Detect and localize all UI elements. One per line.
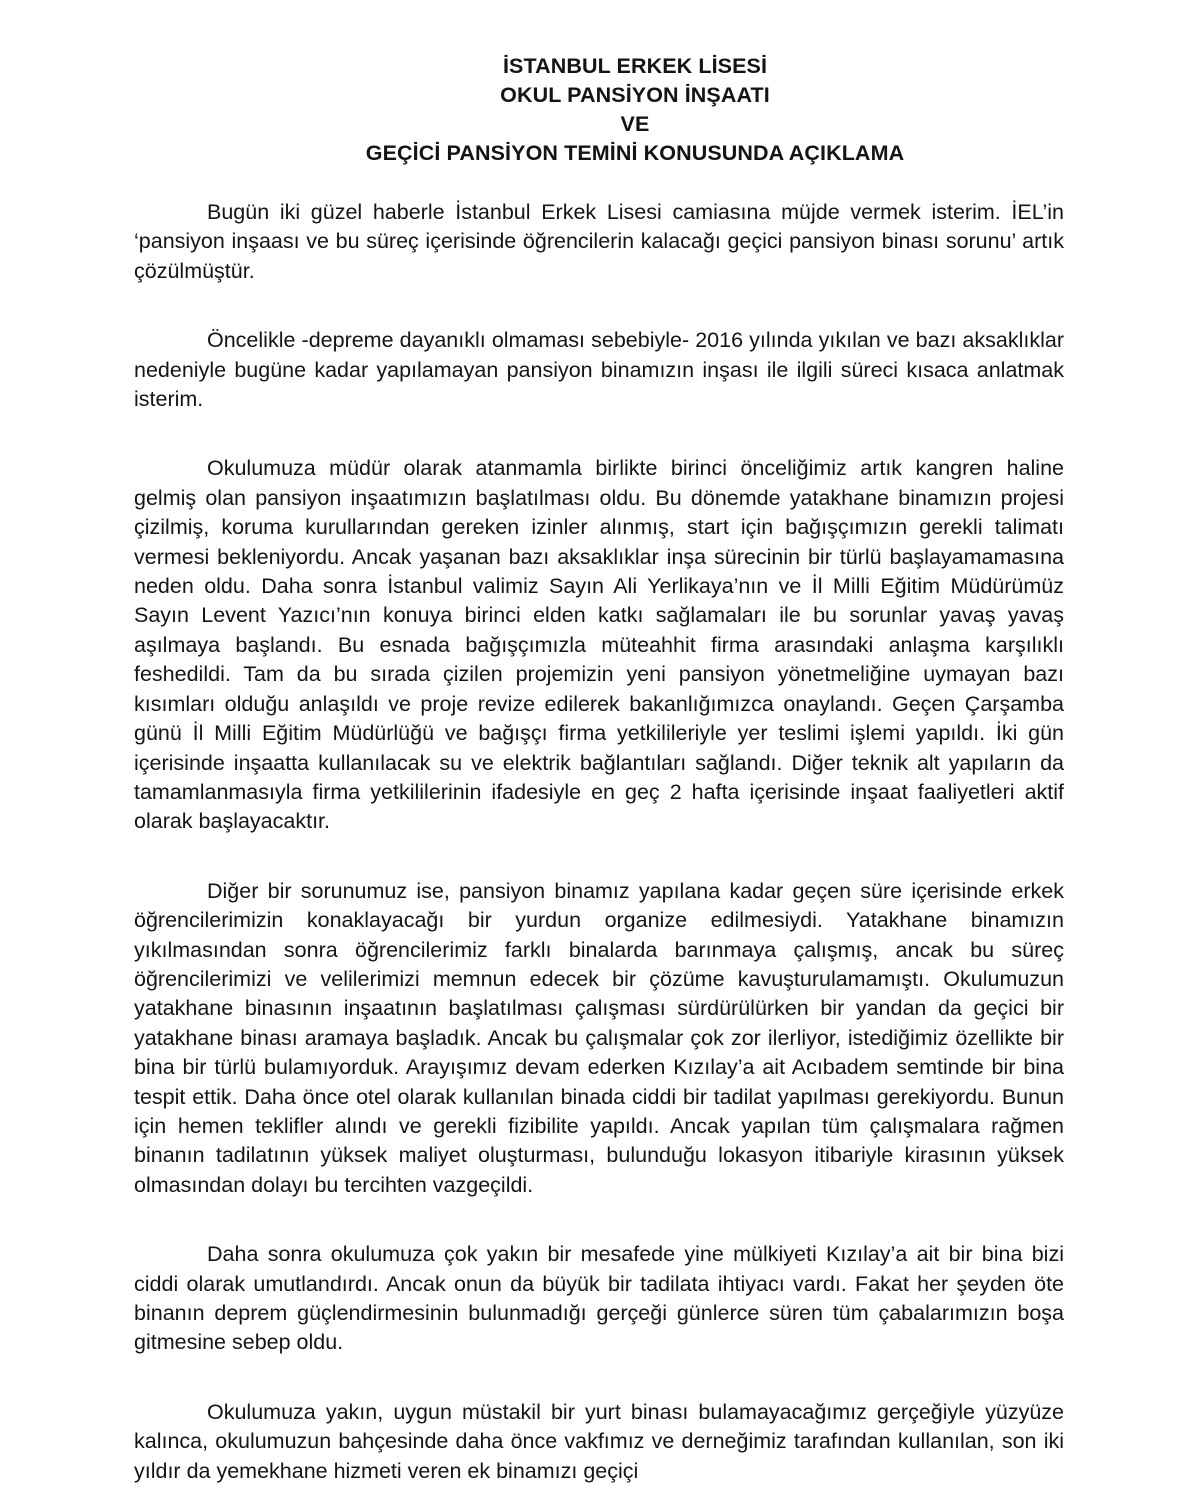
paragraph-second-building: Daha sonra okulumuza çok yakın bir mesafede yine mülkiyeti Kızılay’a ait bir bina bizi ciddi olarak umutlandırdı. Ancak onun da büyük bir tadilata ihtiyacı vardı. Fakat her şeyden öte binanın deprem güçlendirmesinin bulunmadığı gerçeği günlerce süren tüm çabalarımızın boşa gitmesine sebep oldu.	[134, 1242, 1064, 1355]
document-body	[134, 198, 1064, 1486]
paragraph-good-news: Bugün iki güzel haberle İstanbul Erkek Lisesi camiasına müjde vermek isterim. İEL’in ‘pansiyon inşaası ve bu süreç içerisinde öğrencilerin kalacağı geçici pansiyon binası sorunu’ artık çözülmüştür.	[134, 200, 1064, 283]
paragraph-annex-building: Okulumuza yakın, uygun müstakil bir yurt binası bulamayacağımız gerçeğiyle yüzyüze kalınca, okulumuzun bahçesinde daha önce vakfımız ve derneğimiz tarafından kullanılan, son iki yıldır da yemekhane hizmeti veren ek binamızı geçiçi	[134, 1399, 1064, 1483]
paragraph-temporary-dorm-search: Diğer bir sorunumuz ise, pansiyon binamız yapılana kadar geçen süre içerisinde erkek öğrencilerimizin konaklayacağı bir yurdun organize edilmesiydi. Yatakhane binamızın yıkılmasından sonra öğrencilerimiz farklı binalarda barınmaya çalışmış, ancak bu süreç öğrencilerimizi ve velilerimizi memnun edecek bir çözüme kavuşturulamamıştı. Okulumuzun yatakhane binasının inşaatının başlatılması çalışması sürdürülürken bir yandan da geçici bir yatakhane binası aramaya başladık. Ancak bu çalışmalar çok zor ilerliyor, istediğimiz özellikte bir bina bir türlü bulamıyorduk. Arayışımız devam ederken Kızılay’a ait Acıbadem semtinde bir bina tespit ettik. Daha önce otel olarak kullanılan binada ciddi bir tadilat yapılması gerekiyordu. Bunun için hemen teklifler alındı ve gerekli fizibilite yapıldı. Ancak yapılan tüm çalışmalara rağmen binanın tadilatının yüksek maliyet oluşturması, bulunduğu lokasyon itibariyle kirasının yüksek olmasından dolayı bu tercihten vazgeçildi.	[134, 878, 1064, 1197]
paragraph-construction-history: Okulumuza müdür olarak atanmamla birlikte birinci önceliğimiz artık kangren haline gelmiş olan pansiyon inşaatımızın başlatılması oldu. Bu dönemde yatakhane binamızın projesi çizilmiş, koruma kurullarından gereken izinler alınmış, start için bağışçımızın gerekli talimatı vermesi bekleniyordu. Ancak yaşanan bazı aksaklıklar inşa sürecinin bir türlü başlayamamasına neden oldu. Daha sonra İstanbul valimiz Sayın Ali Yerlikaya’nın ve İl Milli Eğitim Müdürümüz Sayın Levent Yazıcı’nın konuya birinci elden katkı sağlamaları ile bu sorunlar yavaş yavaş aşılmaya başlandı. Bu esnada bağışçımızla müteahhit firma arasındaki anlaşma karşılıklı feshedildi. Tam da bu sırada çizilen projemizin yeni pansiyon yönetmeliğine uymayan bazı kısımları olduğu anlaşıldı ve proje revize edilerek bakanlığımızca onaylandı. Geçen Çarşamba günü İl Milli Eğitim Müdürlüğü ve bağışçı firma yetkilileriyle yer teslimi işlemi yapıldı. İki gün içerisinde inşaatta kullanılacak su ve elektrik bağlantıları sağlandı. Diğer teknik alt yapıların da tamamlanmasıyla firma yetkililerinin ifadesiyle en geç 2 hafta içerisinde inşaat faaliyetleri aktif olarak başlayacaktır.	[134, 456, 1064, 834]
title-line-school: İSTANBUL ERKEK LİSESİ	[502, 54, 768, 78]
document-title	[0, 52, 1200, 168]
title-line-and: VE	[620, 112, 650, 136]
title-line-construction: OKUL PANSİYON İNŞAATI	[500, 83, 770, 107]
title-line-statement: GEÇİCİ PANSİYON TEMİNİ KONUSUNDA AÇIKLAMA	[365, 141, 905, 165]
paragraph-intro: Öncelikle -depreme dayanıklı olmaması sebebiyle- 2016 yılında yıkılan ve bazı aksaklıklar nedeniyle bugüne kadar yapılamayan pansiyon binamızın inşası ile ilgili süreci kısaca anlatmak isterim.	[134, 328, 1064, 412]
